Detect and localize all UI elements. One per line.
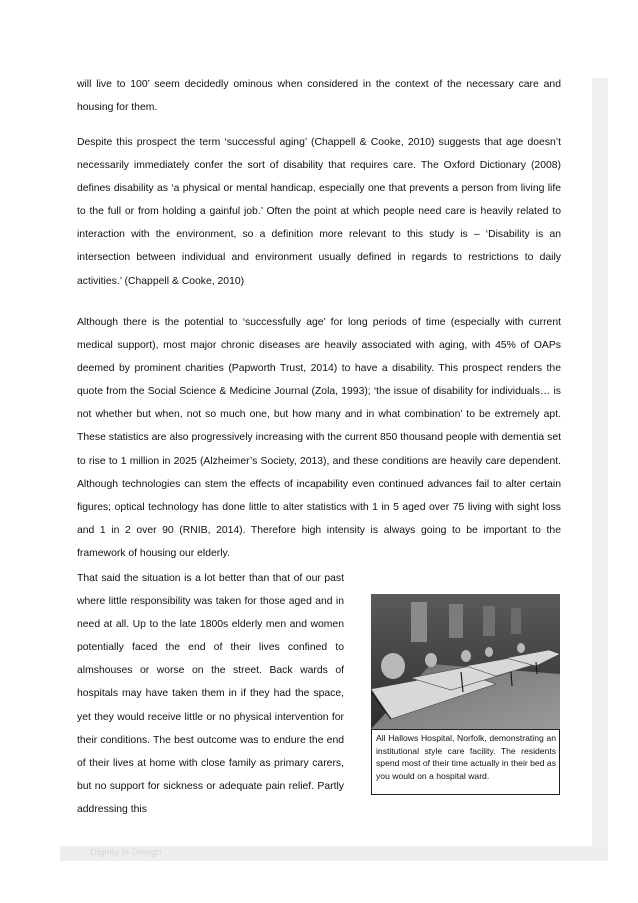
footer-title: Dignity in Design [90, 847, 162, 858]
paragraph-intro-continuation: will live to 100’ seem decidedly ominous when considered in the context of the necessary care and housing for them. [77, 79, 561, 114]
page-shadow [592, 78, 608, 861]
paragraph-disability-statistics: Although there is the potential to ‘successfully age’ for long periods of time (especially with current medical support), most major chronic diseases are heavily associated with aging, with 45% of OAPs deemed by prominent charities (Papworth Trust, 2014) to have a disability. This prospect renders the quote from the Social Science & Medicine Journal (Zola, 1993); ‘the issue of disability for individuals… is not whether but when, not so much one, but how many and in what combination’ to be extremely apt. These statistics are also progressively increasing with the current 850 thousand people with dementia set to rise to 1 million in 2025 (Alzheimer’s Society, 2013), and these conditions are heavily care dependent. Although technologies can stem the effects of incapability even continued advances fail to alter certain figures; optical technology has done little to alter statistics with 1 in 5 aged over 75 living with sight loss and 1 in 2 over 90 (RNIB, 2014). Therefore high intensity is always going to be important to the framework of housing our elderly. [77, 317, 561, 559]
hospital-ward-photo [371, 594, 560, 729]
paragraph-successful-aging: Despite this prospect the term ‘successful aging’ (Chappell & Cooke, 2010) suggests that age doesn’t necessarily immediately confer the sort of disability that requires care. The Oxford Dictionary (2008) defines disability as ‘a physical or mental handicap, especially one that prevents a person from living life to the full or from holding a gainful job.’ Often the point at which people need care is heavily related to interaction with the environment, so a definition more relevant to this study is – ‘Disability is an intersection between individual and environment usually defined in regards to restrictions to daily activities.’ (Chappell & Cooke, 2010) [77, 137, 561, 287]
paragraph-historical-context: That said the situation is a lot better than that of our past where little responsibility was taken for those aged and in need at all. Up to the late 1800s elderly men and women potentially faced the end of their lives confined to almshouses or worse on the street. Back wards of hospitals may have taken them in if they had the space, yet they would receive little or no physical intervention for their conditions. The best outcome was to endure the end of their lives at home with close family as primary carers, but no support for sickness or adequate pain relief. Partly addressing this [77, 573, 344, 815]
figure-caption: All Hallows Hospital, Norfolk, demonstrating an institutional style care facility. The residents spend most of their time actually in their bed as you would on a hospital ward. [371, 729, 560, 795]
hospital-figure [371, 594, 560, 796]
